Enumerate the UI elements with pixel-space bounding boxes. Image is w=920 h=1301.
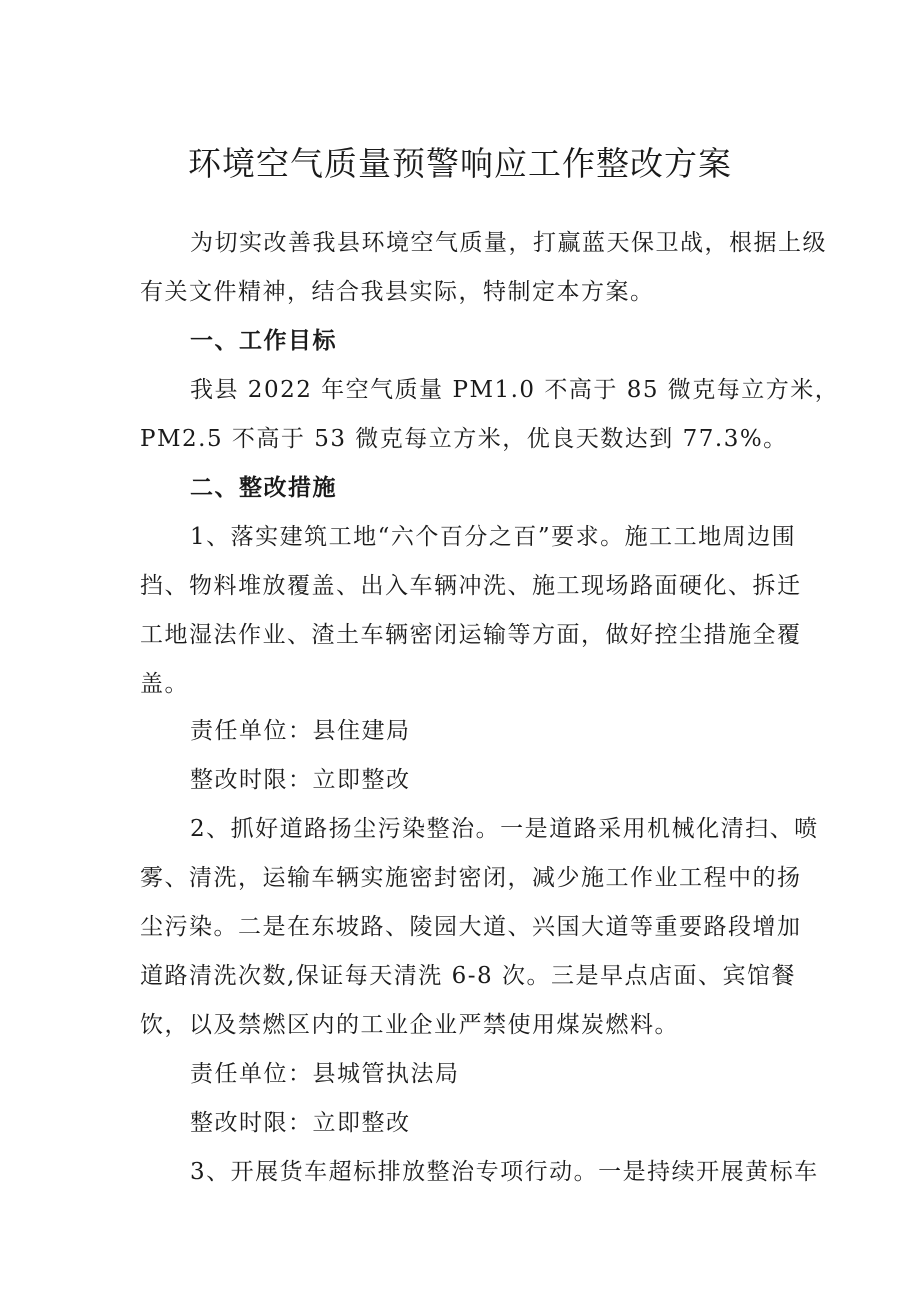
intro-line-1: 为切实改善我县环境空气质量，打赢蓝天保卫战，根据上级 bbox=[190, 230, 827, 256]
item2-responsible-unit: 责任单位：县城管执法局 bbox=[190, 1061, 460, 1087]
item1-line-1: 1、落实建筑工地“六个百分之百”要求。施工工地周边围 bbox=[190, 524, 797, 550]
item1-deadline: 整改时限：立即整改 bbox=[190, 767, 411, 793]
intro-line-2: 有关文件精神，结合我县实际，特制定本方案。 bbox=[140, 279, 655, 305]
item1-responsible-unit: 责任单位：县住建局 bbox=[190, 718, 411, 744]
goals-line-1: 我县 2022 年空气质量 PM1.0 不高于 85 微克每立方米， bbox=[190, 377, 840, 403]
item3-line-1: 3、开展货车超标排放整治专项行动。一是持续开展黄标车 bbox=[190, 1159, 819, 1185]
item2-line-1: 2、抓好道路扬尘污染整治。一是道路采用机械化清扫、喷 bbox=[190, 816, 819, 842]
section-heading-goals: 一、工作目标 bbox=[190, 328, 337, 354]
item2-line-4: 道路清洗次数,保证每天清洗 6-8 次。三是早点店面、宾馆餐 bbox=[140, 963, 796, 989]
item1-line-3: 工地湿法作业、渣土车辆密闭运输等方面，做好控尘措施全覆 bbox=[140, 622, 802, 648]
item2-line-2: 雾、清洗，运输车辆实施密封密闭，减少施工作业工程中的扬 bbox=[140, 865, 802, 891]
goals-line-2: PM2.5 不高于 53 微克每立方米，优良天数达到 77.3%。 bbox=[140, 426, 788, 452]
item2-line-3: 尘污染。二是在东坡路、陵园大道、兴国大道等重要路段增加 bbox=[140, 914, 802, 940]
item1-line-4: 盖。 bbox=[140, 671, 189, 697]
item2-deadline: 整改时限：立即整改 bbox=[190, 1110, 411, 1136]
item1-line-2: 挡、物料堆放覆盖、出入车辆冲洗、施工现场路面硬化、拆迁 bbox=[140, 573, 802, 599]
document-title: 环境空气质量预警响应工作整改方案 bbox=[188, 144, 732, 183]
section-heading-measures: 二、整改措施 bbox=[190, 475, 337, 501]
item2-line-5: 饮，以及禁燃区内的工业企业严禁使用煤炭燃料。 bbox=[140, 1012, 679, 1038]
